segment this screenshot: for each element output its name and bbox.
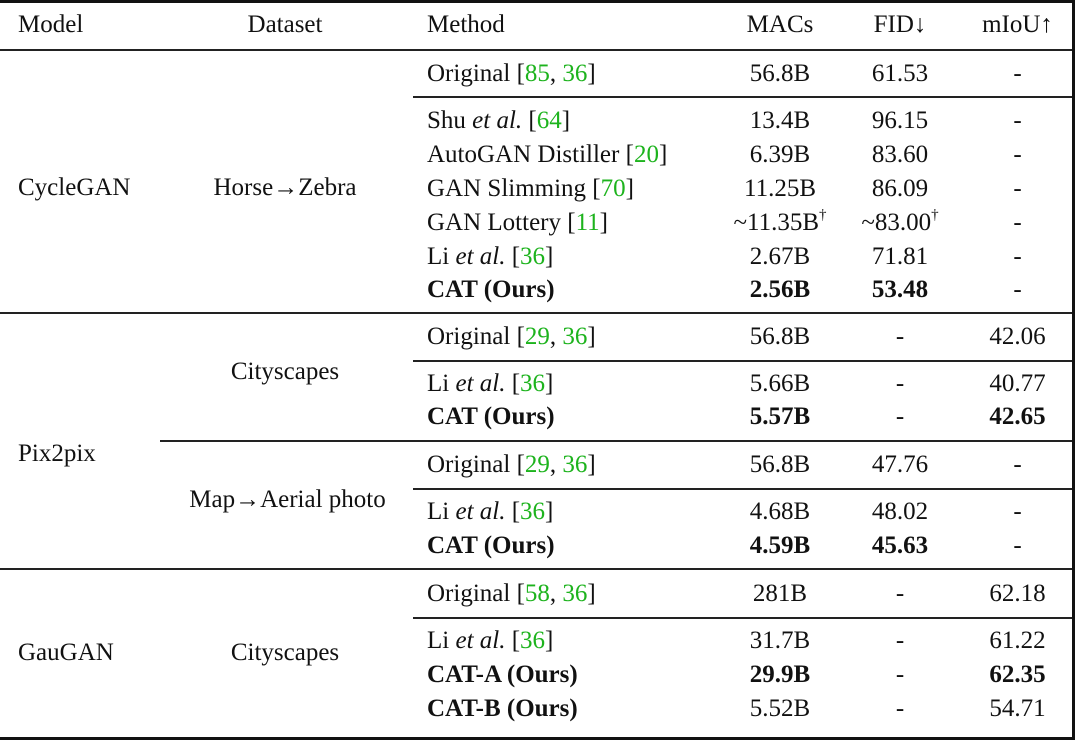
fid-cell: 45.63 — [871, 532, 929, 559]
citation-link[interactable]: 29 — [524, 323, 550, 350]
citation-link[interactable]: 70 — [600, 175, 626, 202]
header-rule — [0, 49, 1072, 51]
header-fid: FID↓ — [873, 11, 927, 38]
method-cat-b: CAT-B (Ours) — [427, 695, 578, 722]
method-cat-a: CAT-A (Ours) — [427, 661, 578, 688]
citation-link[interactable]: 36 — [562, 323, 588, 350]
miou-cell: - — [1013, 175, 1022, 202]
miou-cell: 61.22 — [989, 627, 1046, 654]
citation-link[interactable]: 36 — [520, 498, 546, 525]
fid-cell: 48.02 — [871, 498, 929, 525]
model-pix2pix: Pix2pix — [18, 440, 96, 467]
macs-cell: 2.67B — [749, 243, 811, 270]
macs-cell: 5.57B — [749, 403, 811, 430]
fid-cell: - — [895, 403, 905, 430]
fid-cell: 47.76 — [871, 451, 929, 478]
macs-cell: 56.8B — [749, 323, 811, 350]
fid-cell: - — [895, 323, 905, 350]
miou-cell: - — [1013, 243, 1022, 270]
fid-cell: 96.15 — [871, 107, 929, 134]
method-li: Li et al. [36] — [427, 370, 554, 397]
citation-link[interactable]: 58 — [524, 580, 550, 607]
macs-cell: 56.8B — [749, 451, 811, 478]
method-cat-ours: CAT (Ours) — [427, 403, 555, 430]
citation-link[interactable]: 11 — [575, 209, 600, 236]
macs-cell: 56.8B — [749, 60, 811, 87]
citation-link[interactable]: 36 — [520, 627, 546, 654]
citation-link[interactable]: 20 — [633, 141, 659, 168]
dataset-map-aerial: Map→Aerial photo — [189, 486, 386, 513]
macs-cell: 29.9B — [749, 661, 811, 688]
miou-cell: - — [1013, 532, 1022, 559]
citation-link[interactable]: 64 — [536, 107, 562, 134]
header-miou: mIoU↑ — [982, 11, 1053, 38]
citation-link[interactable]: 85 — [524, 60, 550, 87]
macs-cell: 6.39B — [749, 141, 811, 168]
dataset-cityscapes: Cityscapes — [230, 358, 340, 385]
fid-cell: 83.60 — [871, 141, 929, 168]
subgroup-rule — [160, 440, 1072, 442]
citation-link[interactable]: 36 — [562, 580, 588, 607]
group-rule — [0, 568, 1072, 570]
macs-cell: 4.68B — [749, 498, 811, 525]
fid-cell: - — [895, 627, 905, 654]
fid-cell: - — [895, 580, 905, 607]
dagger-mark: † — [819, 206, 827, 223]
method-li: Li et al. [36] — [427, 498, 554, 525]
method-original-pix2pix-map: Original [29, 36] — [427, 451, 596, 478]
macs-cell: 281B — [752, 580, 808, 607]
miou-cell: - — [1013, 209, 1022, 236]
fid-cell: ~83.00† — [861, 206, 939, 236]
macs-cell: 5.52B — [749, 695, 811, 722]
miou-cell: 42.65 — [989, 403, 1046, 430]
citation-link[interactable]: 36 — [562, 451, 588, 478]
macs-cell: 11.25B — [744, 175, 816, 202]
fid-cell: - — [895, 661, 905, 688]
header-macs: MACs — [746, 11, 814, 38]
miou-cell: 40.77 — [989, 370, 1046, 397]
fid-cell: - — [895, 370, 905, 397]
header-method: Method — [427, 11, 505, 38]
method-li: Li et al. [36] — [427, 627, 554, 654]
macs-cell: 2.56B — [749, 276, 811, 303]
miou-cell: - — [1013, 276, 1022, 303]
method-cat-ours: CAT (Ours) — [427, 532, 555, 559]
citation-link[interactable]: 36 — [520, 370, 546, 397]
miou-cell: 42.06 — [989, 323, 1046, 350]
fid-cell: 53.48 — [871, 276, 929, 303]
row-rule — [413, 488, 1072, 490]
macs-cell: 13.4B — [749, 107, 811, 134]
method-gan-lottery: GAN Lottery [11] — [427, 209, 608, 236]
method-gan-slimming: GAN Slimming [70] — [427, 175, 634, 202]
dataset-horse-zebra: Horse→Zebra — [213, 174, 357, 201]
macs-cell: 4.59B — [749, 532, 811, 559]
miou-cell: 62.18 — [989, 580, 1046, 607]
miou-cell: - — [1013, 141, 1022, 168]
model-gaugan: GauGAN — [18, 639, 114, 666]
model-cyclegan: CycleGAN — [18, 174, 131, 201]
macs-cell: ~11.35B† — [733, 206, 827, 236]
miou-cell: - — [1013, 498, 1022, 525]
group-rule — [0, 312, 1072, 314]
citation-link[interactable]: 36 — [562, 60, 588, 87]
row-rule — [413, 96, 1072, 98]
fid-cell: 86.09 — [871, 175, 929, 202]
method-original-gaugan: Original [58, 36] — [427, 580, 596, 607]
fid-cell: 71.81 — [871, 243, 929, 270]
dataset-cityscapes: Cityscapes — [230, 639, 340, 666]
miou-cell: - — [1013, 451, 1022, 478]
row-rule — [413, 360, 1072, 362]
fid-cell: 61.53 — [871, 60, 929, 87]
macs-cell: 5.66B — [749, 370, 811, 397]
macs-cell: 31.7B — [749, 627, 811, 654]
fid-cell: - — [895, 695, 905, 722]
citation-link[interactable]: 36 — [520, 243, 546, 270]
miou-cell: 62.35 — [989, 661, 1046, 688]
miou-cell: 54.71 — [989, 695, 1046, 722]
method-original-cyclegan: Original [85, 36] — [427, 60, 596, 87]
header-dataset: Dataset — [247, 11, 323, 38]
miou-cell: - — [1013, 107, 1022, 134]
miou-cell: - — [1013, 60, 1022, 87]
method-autogan: AutoGAN Distiller [20] — [427, 141, 668, 168]
dagger-mark: † — [931, 206, 939, 223]
row-rule — [413, 617, 1072, 619]
citation-link[interactable]: 29 — [524, 451, 550, 478]
method-cat-ours: CAT (Ours) — [427, 276, 555, 303]
method-shu: Shu et al. [64] — [427, 107, 571, 134]
method-original-pix2pix-city: Original [29, 36] — [427, 323, 596, 350]
method-li: Li et al. [36] — [427, 243, 554, 270]
header-model: Model — [18, 11, 84, 38]
